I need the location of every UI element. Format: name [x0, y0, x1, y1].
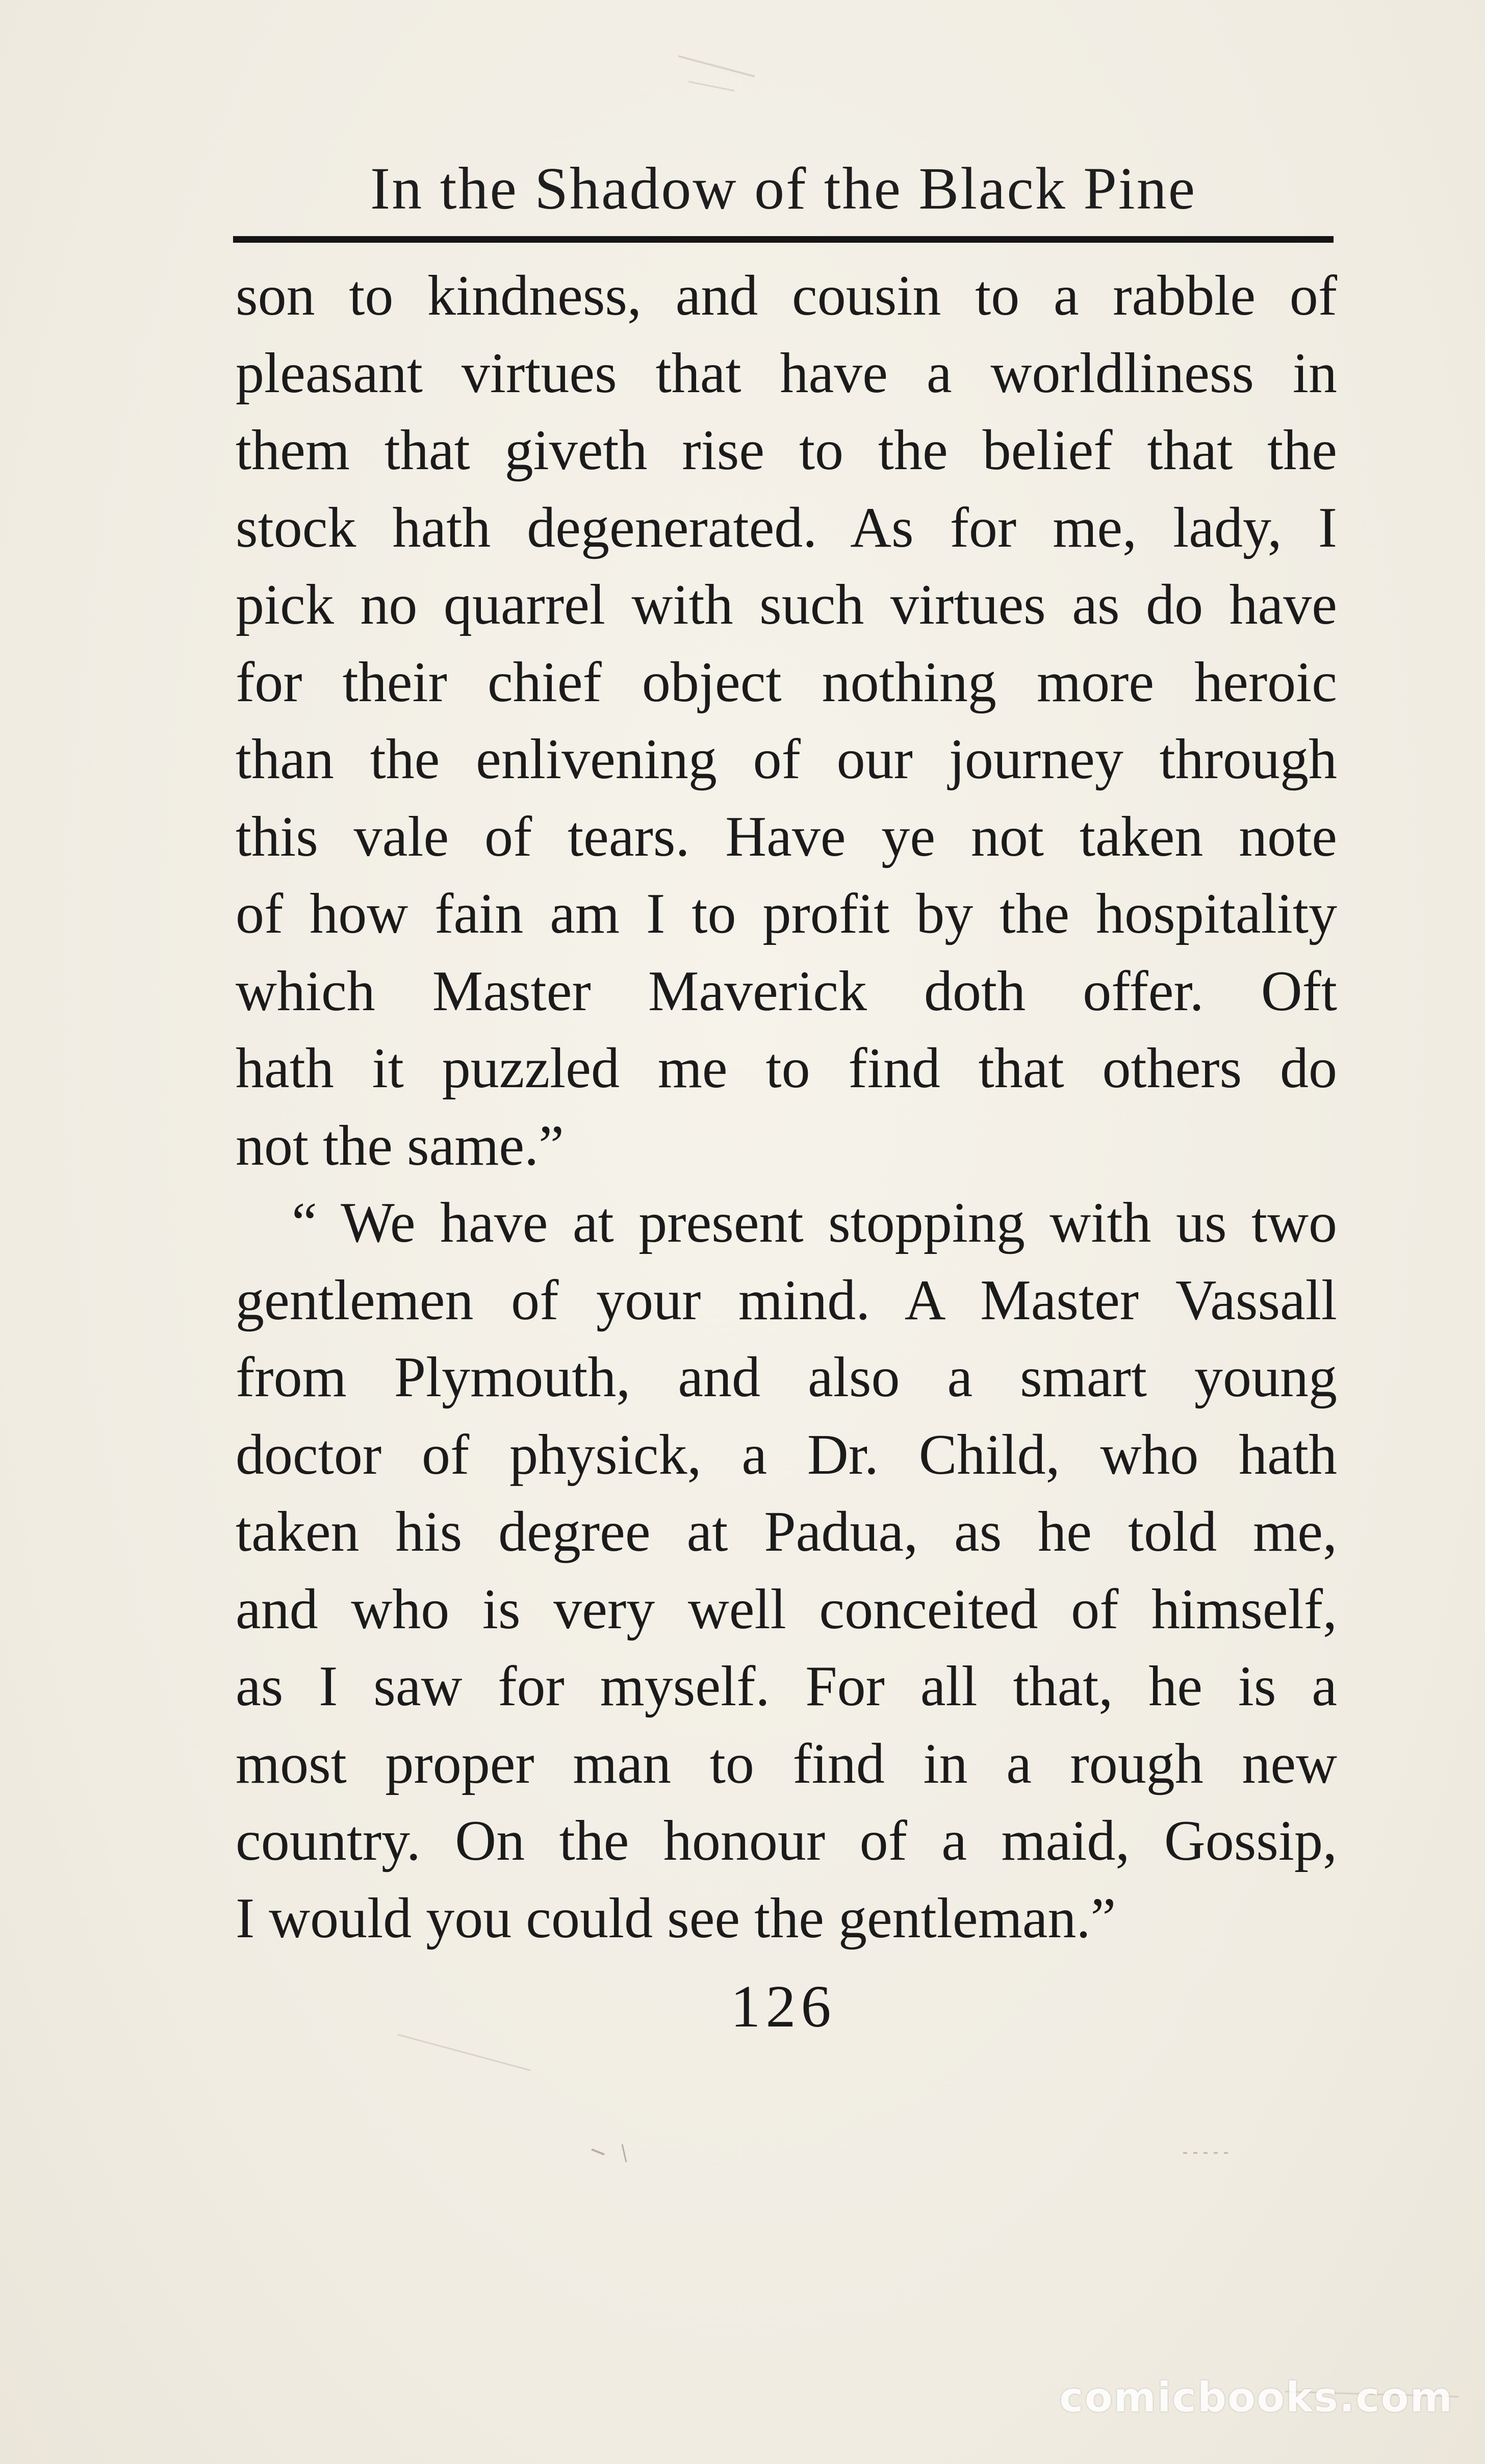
text-line: most proper man to find in a rough new: [236, 1732, 1337, 1795]
text-line: gentlemen of your mind. A Master Vassall: [236, 1268, 1337, 1332]
text-line: which Master Maverick doth offer. Oft: [236, 959, 1337, 1023]
text-line: from Plymouth, and also a smart young: [236, 1346, 1337, 1409]
text-line: than the enlivening of our journey through: [236, 728, 1337, 791]
text-line: stock hath degenerated. As for me, lady, I: [236, 496, 1337, 559]
text-line: country. On the honour of a maid, Gossip,: [236, 1809, 1337, 1872]
text-line: as I saw for myself. For all that, he is a: [236, 1655, 1337, 1718]
text-line: doctor of physick, a Dr. Child, who hath: [236, 1423, 1337, 1486]
text-line: of how fain am I to profit by the hospitality: [236, 882, 1337, 945]
paragraph-start-line: “ We have at present stopping with us two: [292, 1191, 1337, 1254]
paragraph-end-line: I would you could see the gentleman.”: [236, 1886, 1116, 1950]
body-text: [236, 258, 1337, 1957]
text-line: them that giveth rise to the belief that the: [236, 419, 1337, 482]
text-line: taken his degree at Padua, as he told me,: [236, 1500, 1337, 1563]
text-line: pick no quarrel with such virtues as do have: [236, 573, 1337, 636]
text-line: this vale of tears. Have ye not taken note: [236, 805, 1337, 868]
paragraph-end-line: not the same.”: [236, 1114, 564, 1177]
text-line: pleasant virtues that have a worldliness in: [236, 341, 1337, 405]
watermark: comicbooks.com: [1059, 2374, 1453, 2421]
text-line: son to kindness, and cousin to a rabble of: [236, 264, 1337, 327]
text-line: for their chief object nothing more heroic: [236, 650, 1337, 714]
text-line: and who is very well conceited of himself,: [236, 1577, 1337, 1641]
running-head: In the Shadow of the Black Pine: [370, 155, 1197, 222]
page-number: 126: [730, 1973, 836, 2040]
header-rule: [233, 236, 1334, 243]
text-line: hath it puzzled me to find that others do: [236, 1037, 1337, 1100]
